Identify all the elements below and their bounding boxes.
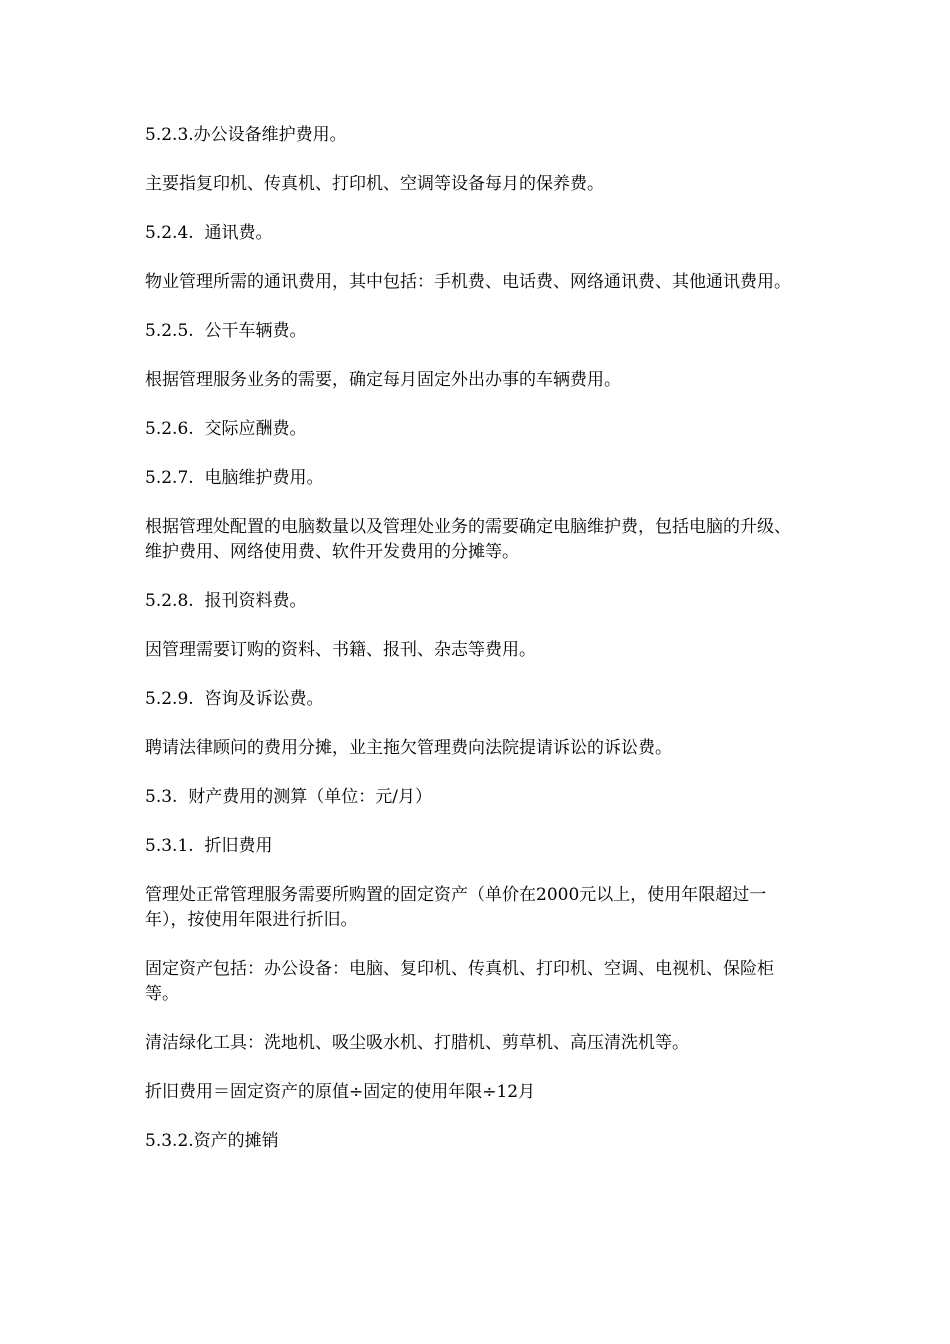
formula-paragraph: 折旧费用＝固定资产的原值÷固定的使用年限÷12月 bbox=[145, 1082, 536, 1102]
section-heading-5-2-9: 5.2.9. 咨询及诉讼费。 bbox=[145, 689, 324, 709]
paragraph: 固定资产包括：办公设备：电脑、复印机、传真机、打印机、空调、电视机、保险柜等。 bbox=[145, 959, 774, 1004]
paragraph: 因管理需要订购的资料、书籍、报刊、杂志等费用。 bbox=[145, 640, 536, 660]
document-body bbox=[145, 123, 805, 1178]
paragraph: 清洁绿化工具：洗地机、吸尘吸水机、打腊机、剪草机、高压清洗机等。 bbox=[145, 1033, 689, 1053]
section-heading-5-3-1: 5.3.1. 折旧费用 bbox=[145, 836, 273, 856]
paragraph: 管理处正常管理服务需要所购置的固定资产（单价在2000元以上，使用年限超过一年），按使用年限进行折旧。 bbox=[145, 885, 767, 930]
section-heading-5-3: 5.3. 财产费用的测算（单位：元/月） bbox=[145, 787, 432, 807]
paragraph: 根据管理处配置的电脑数量以及管理处业务的需要确定电脑维护费，包括电脑的升级、维护费用、网络使用费、软件开发费用的分摊等。 bbox=[145, 517, 791, 562]
paragraph: 主要指复印机、传真机、打印机、空调等设备每月的保养费。 bbox=[145, 174, 604, 194]
section-heading-5-2-4: 5.2.4. 通讯费。 bbox=[145, 223, 273, 243]
section-heading-5-2-6: 5.2.6. 交际应酬费。 bbox=[145, 419, 307, 439]
section-heading-5-2-3: 5.2.3.办公设备维护费用。 bbox=[145, 125, 347, 145]
paragraph: 根据管理服务业务的需要，确定每月固定外出办事的车辆费用。 bbox=[145, 370, 621, 390]
section-heading-5-2-8: 5.2.8. 报刊资料费。 bbox=[145, 591, 307, 611]
section-heading-5-3-2: 5.3.2.资产的摊销 bbox=[145, 1131, 279, 1151]
section-heading-5-2-7: 5.2.7. 电脑维护费用。 bbox=[145, 468, 324, 488]
section-heading-5-2-5: 5.2.5. 公干车辆费。 bbox=[145, 321, 307, 341]
paragraph: 物业管理所需的通讯费用，其中包括：手机费、电话费、网络通讯费、其他通讯费用。 bbox=[145, 272, 791, 292]
paragraph: 聘请法律顾问的费用分摊，业主拖欠管理费向法院提请诉讼的诉讼费。 bbox=[145, 738, 672, 758]
